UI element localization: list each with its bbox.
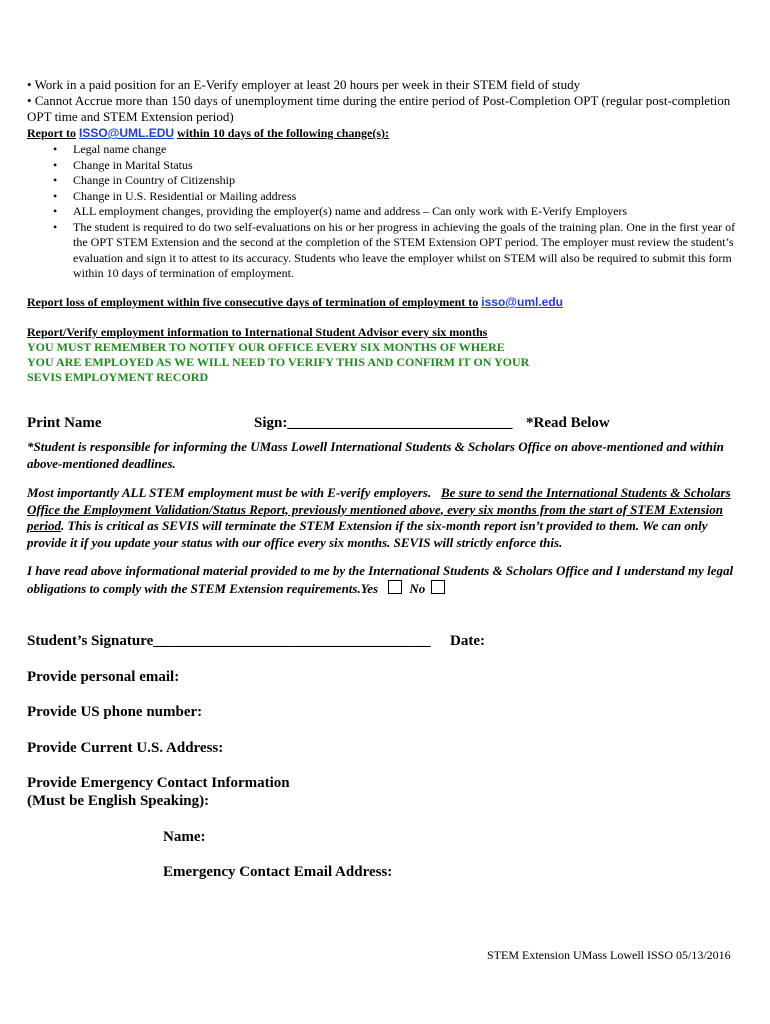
verify-heading: Report/Verify employment information to International Student Advisor every six months <box>27 325 488 339</box>
everify-notice: Most importantly ALL STEM employment must be with E-verify employers. Be sure to send the International Students & Scholars Office the Employment Validation/Status Report, previously mentioned above, every six months from the start of STEM Extension period. This is critical as SEVIS will terminate the STEM Extension if the six-month report isn’t provided to them. We can only provide it if you update your status with our office every six months. SEVIS will strictly enforce this. <box>27 485 731 550</box>
report-changes-list <box>27 142 747 282</box>
no-checkbox[interactable] <box>431 580 445 594</box>
intro-bullets <box>27 77 747 125</box>
yes-checkbox[interactable] <box>388 580 402 594</box>
student-signature-field[interactable]: Student’s Signature_____________________________________ <box>27 633 431 649</box>
report-changes-heading: Report to ISSO@UML.EDU within 10 days of the following change(s): <box>27 126 390 140</box>
print-name-label: Print Name <box>27 415 102 431</box>
intro-bullet-1: • Work in a paid position for an E-Verify employer at least 20 hours per week in their STEM field of study <box>27 77 581 92</box>
read-below-label: *Read Below <box>526 415 610 431</box>
isso-email-link-lower[interactable]: isso@uml.edu <box>481 295 563 309</box>
list-item: • Change in U.S. Residential or Mailing address <box>27 189 747 205</box>
list-item: • Change in Country of Citizenship <box>27 173 747 189</box>
emergency-contact-heading: Provide Emergency Contact Information (Must be English Speaking): <box>27 775 290 809</box>
phone-label: Provide US phone number: <box>27 704 203 720</box>
personal-email-label: Provide personal email: <box>27 669 180 685</box>
list-item: • ALL employment changes, providing the employer(s) name and address – Can only work with E-Verify Employers <box>27 204 747 220</box>
date-label: Date: <box>450 633 485 649</box>
address-label: Provide Current U.S. Address: <box>27 740 224 756</box>
responsibility-notice: *Student is responsible for informing the UMass Lowell International Students & Scholars Office on above-mentioned and within above-mentioned deadlines. <box>27 439 724 471</box>
report-loss: Report loss of employment within five consecutive days of termination of employment to isso@uml.edu <box>27 295 563 309</box>
sign-field[interactable]: Sign:______________________________ <box>254 415 513 431</box>
list-item: • Change in Marital Status <box>27 158 747 174</box>
intro-bullet-2: • Cannot Accrue more than 150 days of unemployment time during the entire period of Post-Completion OPT (regular post-completion OPT time and STEM Extension period) <box>27 93 731 124</box>
verify-notice: YOU MUST REMEMBER TO NOTIFY OUR OFFICE EVERY SIX MONTHS OF WHERE YOU ARE EMPLOYED AS WE WILL NEED TO VERIFY THIS AND CONFIRM IT ON YOUR SEVIS EMPLOYMENT RECORD <box>27 340 530 384</box>
emergency-email-label: Emergency Contact Email Address: <box>163 864 393 880</box>
list-item: • The student is required to do two self-evaluations on his or her progress in achieving the goals of the training plan. One in the first year of the OPT STEM Extension and the second at the completion of the STEM Extension OPT period. The employer must review the student’s evaluation and sign it to attest to its accuracy. Students who leave the employer whilst on STEM will also be required to submit this form within 10 days of termination of employment. <box>27 220 747 282</box>
emergency-name-label: Name: <box>163 829 206 845</box>
isso-email-link[interactable]: ISSO@UML.EDU <box>78 126 175 140</box>
acknowledgement: I have read above informational material provided to me by the International Students & Scholars Office and I understand my legal obligations to comply with the STEM Extension requirements.Yes No <box>27 563 734 596</box>
list-item: • Legal name change <box>27 142 747 158</box>
footer: STEM Extension UMass Lowell ISSO 05/13/2016 <box>487 948 731 962</box>
